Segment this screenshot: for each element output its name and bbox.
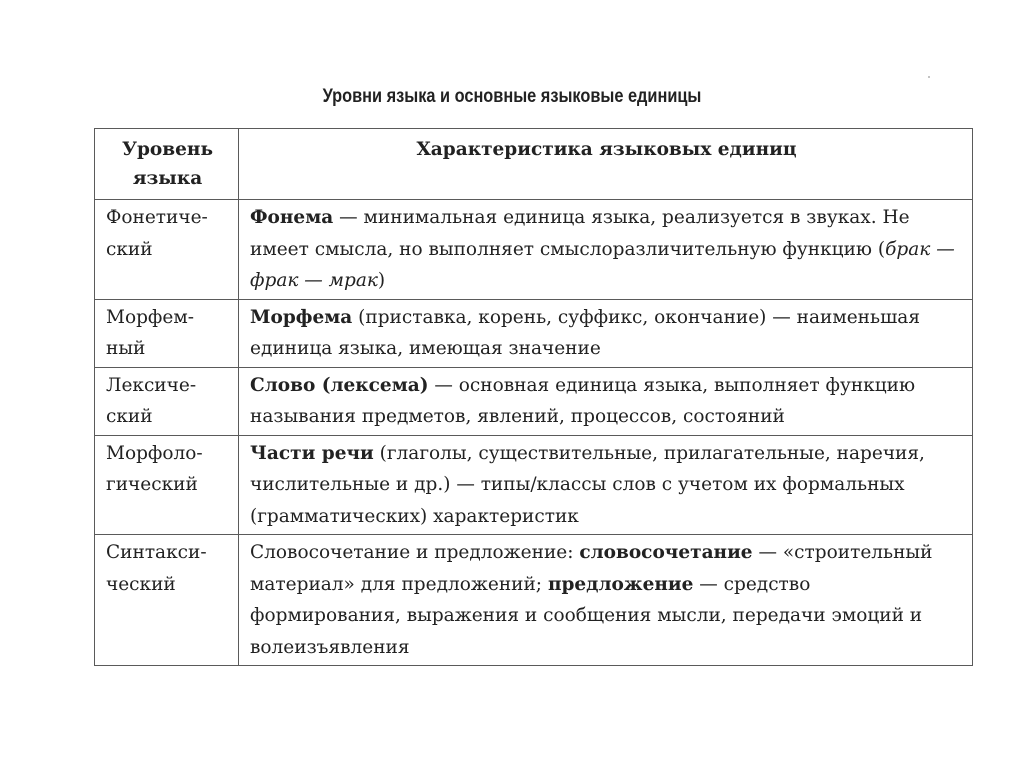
description-text: ) [377,270,386,291]
header-row [95,129,973,200]
level-cell: Морфоло-гический [95,435,239,535]
term-sentence: предложение [547,573,694,595]
table-row [95,299,973,367]
language-levels-table [94,128,973,666]
description-text: — минимальная единица языка, реализуется в звуках. Не имеет смысла, но выполняет смыслоразличительную функцию ( [250,207,910,260]
description-text: — средство формирования, выражения и сообщения мысли, передачи эмоций и волеизъявления [250,573,923,658]
term-parts-of-speech: Части речи [250,442,374,464]
table-row [95,535,973,666]
description-text: — основная единица языка, выполняет функцию называния предметов, явлений, процессов, состояний [250,374,916,427]
table-row [95,435,973,535]
description-text: Словосочетание и предложение: [250,542,580,563]
table-row [95,200,973,300]
level-cell: Фонетиче-ский [95,200,239,300]
table-title: Уровни языка и основные языковые единицы [322,86,702,107]
example-text: брак — фрак — мрак [250,238,955,291]
description-cell [239,200,973,300]
description-cell [239,435,973,535]
level-cell: Морфем-ный [95,299,239,367]
header-level: Уровень языка [95,129,239,200]
level-cell: Лексиче-ский [95,367,239,435]
term-phrase: словосочетание [579,542,753,563]
description-cell [239,299,973,367]
description-text: — «строительный материал» для предложений; [250,542,933,595]
description-text: (глаголы, существительные, прилагательные, наречия, числительные и др.) — типы/классы слов с учетом их формальных (грамматических) характеристик [250,442,925,527]
term-phoneme: Фонема [250,207,334,228]
description-cell [239,367,973,435]
speck-mark [928,76,930,78]
term-word: Слово (лексема) [250,374,429,396]
description-cell [239,535,973,666]
table-row [95,367,973,435]
level-cell: Синтакси-ческий [95,535,239,666]
description-text: (приставка, корень, суффикс, окончание) — наименьшая единица языка, имеющая значение [250,306,920,359]
term-morpheme: Морфема [250,306,353,328]
header-characteristics: Характеристика языковых единиц [239,129,973,200]
